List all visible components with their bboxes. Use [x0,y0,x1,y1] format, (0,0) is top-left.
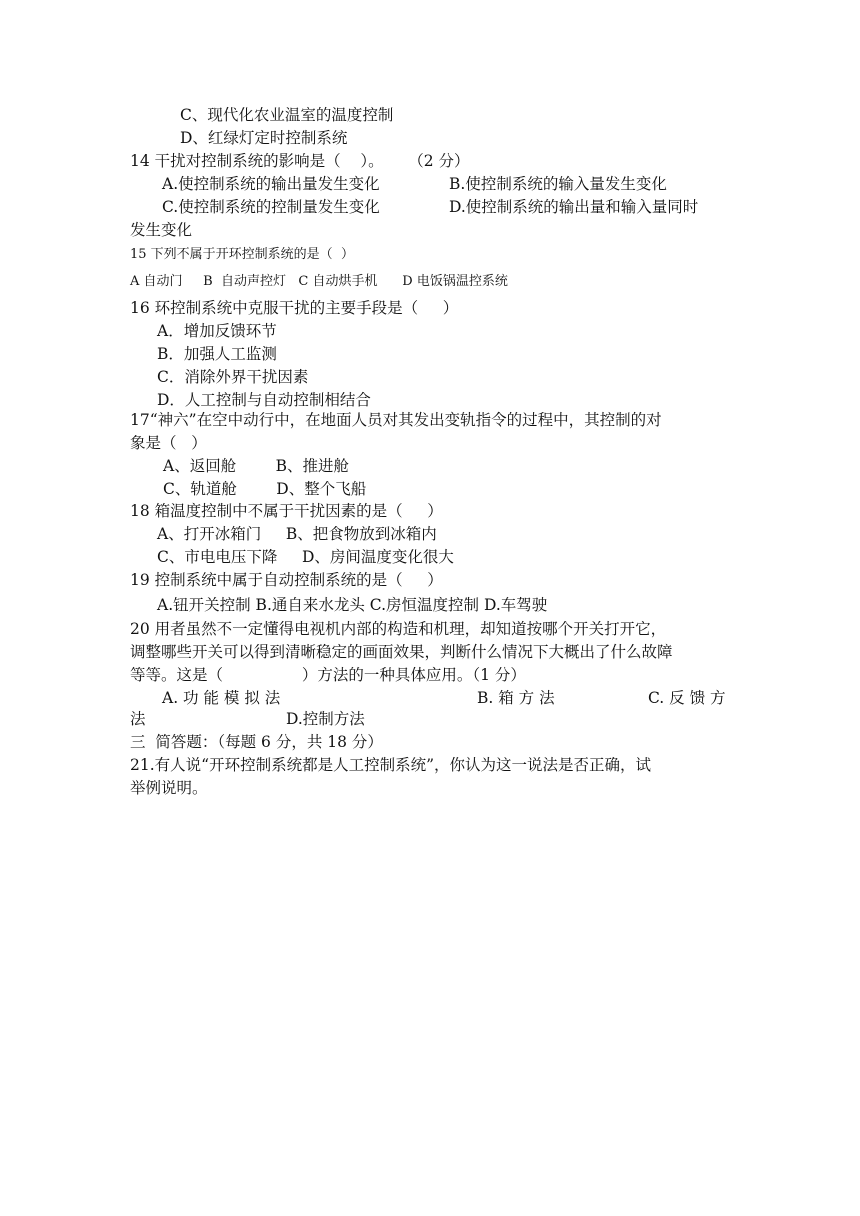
q16-option-a: A．增加反馈环节 [157,322,277,340]
q19-stem: 19 控制系统中属于自动控制系统的是（ ） [130,571,443,589]
q16-stem: 16 环控制系统中克服干扰的主要手段是（ ） [130,299,459,317]
q17-stem-line2: 象是（ ） [130,434,207,452]
q20-option-c: C. 反 馈 方 [648,689,726,707]
q20-option-c-cont: 法 [130,710,146,728]
q15-stem: 15 下列不属于开环控制系统的是（ ） [130,247,354,262]
q14-stem: 14 干扰对控制系统的影响是（ ）。 （2 分） [130,152,470,170]
q20-stem-line3: 等等。这是（ ）方法的一种具体应用。（1 分） [130,666,526,684]
q16-option-c: C．消除外界干扰因素 [157,368,309,386]
q20-option-a: A. 功 能 模 拟 法 [162,689,281,707]
q17-stem-line1: 17“神六”在空中动行中，在地面人员对其发出变轨指令的过程中，其控制的对 [130,411,662,429]
q17-options-ab: A、返回舱 B、推进舱 [163,457,350,475]
q19-options: A.钮开关控制 B.通自来水龙头 C.房恒温度控制 D.车驾驶 [157,596,548,614]
q20-option-d: D.控制方法 [286,710,365,728]
q15-options: A 自动门 B 自动声控灯 C 自动烘手机 D 电饭锅温控系统 [130,274,508,289]
q17-options-cd: C、轨道舱 D、整个飞船 [163,480,367,498]
q18-options-cd: C、市电电压下降 D、房间温度变化很大 [157,548,454,566]
q20-stem-line2: 调整哪些开关可以得到清晰稳定的画面效果，判断什么情况下大概出了什么故障 [130,643,673,661]
q16-option-b: B．加强人工监测 [157,345,277,363]
section-3-heading: 三 简答题：（每题 6 分，共 18 分） [130,733,383,751]
q13-option-c: C、现代化农业温室的温度控制 [180,106,394,124]
q14-option-d-cont: 发生变化 [130,221,193,239]
q21-stem-line2: 举例说明。 [130,779,208,797]
q13-option-d: D、红绿灯定时控制系统 [180,129,348,147]
q18-options-ab: A、打开冰箱门 B、把食物放到冰箱内 [157,525,437,543]
q18-stem: 18 箱温度控制中不属于干扰因素的是（ ） [130,502,443,520]
q20-option-b: B. 箱 方 法 [477,689,555,707]
q14-option-b: B.使控制系统的输入量发生变化 [449,175,667,193]
q21-stem-line1: 21.有人说“开环控制系统都是人工控制系统”，你认为这一说法是否正确，试 [130,756,652,774]
q14-option-c: C.使控制系统的控制量发生变化 [162,198,380,216]
q14-option-d: D.使控制系统的输出量和输入量同时 [449,198,699,216]
q20-stem-line1: 20 用者虽然不一定懂得电视机内部的构造和机理，却知道按哪个开关打开它， [130,620,667,638]
q16-option-d: D．人工控制与自动控制相结合 [157,391,371,409]
q14-option-a: A.使控制系统的输出量发生变化 [162,175,380,193]
